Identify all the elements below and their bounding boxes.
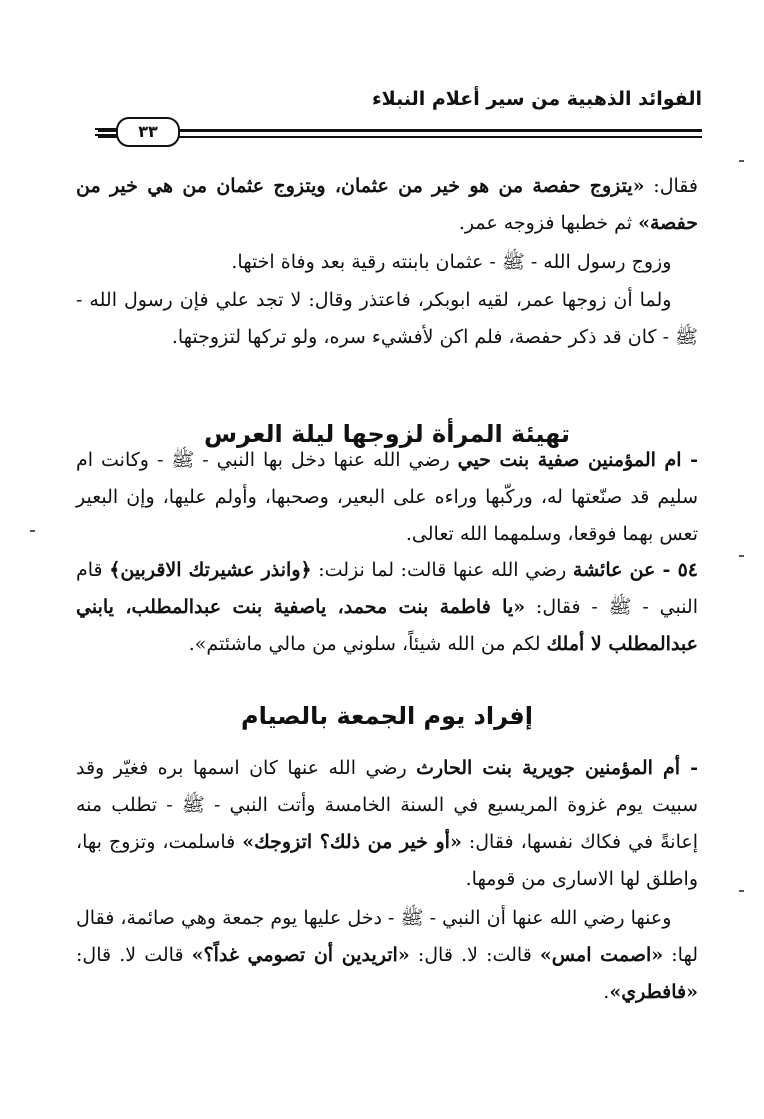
section-heading: تهيئة المرأة لزوجها ليلة العرس: [203, 420, 571, 448]
text-run: رضي الله عنها قالت: لما نزلت:: [311, 559, 573, 581]
text-run: فاسلمت، وتزوج بها، واطلق لها الاسارى من قومها.: [76, 831, 698, 890]
text-run: فقال:: [644, 175, 698, 197]
margin-mark: [739, 890, 744, 892]
text-run: وعنها رضي الله عنها أن النبي - ﷺ - دخل عليها يوم جمعة وهي صائمة، فقال لها:: [76, 907, 698, 966]
hadith-number: ٥٤ - عن عائشة: [572, 559, 698, 581]
paragraph-4: [76, 442, 698, 553]
text-run: ثم خطبها فزوجه عمر.: [458, 212, 639, 234]
verse-bold: ﴿وانذر عشيرتك الاقربين﴾: [109, 559, 312, 581]
quote-bold: «يتزوج حفصة من هو خير من عثمان، ويتزوج عثمان من هي خير من حفصة»: [76, 175, 698, 234]
margin-mark: [739, 160, 744, 162]
paragraph-7: [76, 900, 698, 1011]
header-rule-top: [98, 129, 702, 132]
quote-bold: «فافطري»: [609, 981, 698, 1003]
paragraph-2: وزوج رسول الله - ﷺ - عثمان بابنته رقية بعد وفاة اختها.: [231, 251, 672, 273]
header-rule-end: [95, 128, 117, 130]
paragraph-1: [76, 168, 698, 242]
text-run: رضي الله عنها دخل بها النبي - ﷺ - وكانت ام سليم قد صنّعتها له، وركّبها وراءه على البعير، وصحبها، وأولم عليها، وإن البعير تعس بهما فوقعا، وسلمهما الله تعالى.: [76, 449, 698, 545]
margin-mark: [30, 530, 35, 532]
text-run: .: [603, 981, 610, 1003]
text-run: قام النبي - ﷺ - فقال:: [76, 559, 698, 618]
margin-mark: [739, 555, 744, 557]
running-head: الفوائد الذهبية من سير أعلام النبلاء: [371, 88, 702, 110]
paragraph-6: [76, 750, 698, 898]
quote-bold: «أو خير من ذلك؟ اتزوجك»: [242, 831, 462, 853]
paragraph-5: [76, 552, 698, 663]
name-bold: - ام المؤمنين صفية بنت حيي: [457, 449, 698, 471]
name-bold: - أم المؤمنين جويرية بنت الحارث: [416, 757, 698, 779]
text-run: قالت لا. قال:: [76, 944, 192, 966]
quote-bold: «يا فاطمة بنت محمد، ياصفية بنت عبدالمطلب، يابني عبدالمطلب لا أملك: [76, 596, 698, 655]
text-run: رضي الله عنها كان اسمها بره فغيّر وقد سبيت يوم غزوة المريسيع في السنة الخامسة وأتت النبي - ﷺ - تطلب منه إعانةً في فكاك نفسها، فقال:: [76, 757, 698, 853]
quote-bold: «اصمت امس»: [539, 944, 664, 966]
text-run: لكم من الله شيئاً، سلوني من مالي ماشئتم».: [188, 633, 547, 655]
text-run: قالت: لا. قال:: [409, 944, 540, 966]
section-heading: إفراد يوم الجمعة بالصيام: [241, 702, 533, 730]
header-rule-bottom: [98, 136, 702, 138]
page-number: ٣٣: [116, 117, 180, 147]
paragraph-3: ولما أن زوجها عمر، لقيه ابوبكر، فاعتذر وقال: لا تجد علي فإن رسول الله - ﷺ - كان قد ذكر حفصة، فلم اكن لأفشيء سره، ولو تركها لتزوجتها.: [76, 289, 698, 348]
quote-bold: «اتريدين أن تصومي غداً؟»: [191, 944, 410, 966]
header-rule-end: [95, 134, 117, 136]
